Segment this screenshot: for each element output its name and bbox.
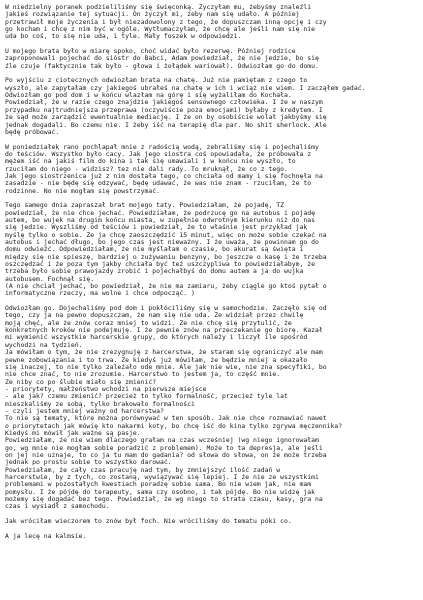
text-line: oszczędzać i że poza tym jakby chciała być też uszczypliwa to powiedziałabym, że [5,261,316,269]
text-line: jednak dogadali. Bo czemu nie. I żeby iść na terapię dla par. No shit sherlock. Ale [5,121,327,129]
text-line: (A nie chciał jechać, bo powiedział, że nie ma zamiaru, żeby ciągle go ktoś pytał o [5,283,327,291]
text-line: nie chce znać, to nie zrozumie. Harcerstwo to jestem ja, to część mnie. [5,371,281,379]
paragraph [5,144,420,195]
text-line: - ale jak? czemu zmienić? przecież to tylko formalność, przecież tyle lat [5,393,288,401]
text-line: między się nie spieszę, bardziej o zużywaniu benzyny, bo jeszcze o kasę i że trzeba [5,253,327,261]
text-line: możemy się dogadać bez tego. Powiedział, że wg niego to strata czasu, kasy, gra na [5,496,323,504]
text-line: on jej nie uznaje, to co ja tu mam do gadania? od słowa do słowa, on że może trzeba [5,451,327,459]
text-line: mężem iść na jakiś film do kina i tak się umawiali i w końcu nie wyszło, to [5,158,296,166]
text-line: U mojego brata było w miarę spoko, choć widać było rezerwę. Później rodzice [5,48,296,56]
text-line: myślę tylko o sobie. Że ja chcę zaoszczędzić 15 minut, więc on może sobie czekać na [5,231,327,239]
text-line: mi wymienić wszystkie harcerskie grupy, do których należy i liczył ile spośród [5,334,308,342]
text-line: przetrawił moje życzenia i był niezadowolony z tego, że dopuszczam inną opcję i czy [5,18,327,26]
text-line: autobusem. Fochnął się. [5,275,95,283]
text-line: Kiedyś mi mówił jak ważne są pasje. [5,429,141,437]
text-line: Odwiozłam go pod dom i w końcu wlazłam na górę i się wyżaliłam do Kochała. [5,92,292,100]
text-line: że sąd może zarządzić ewentualnie mediację. I że on by osobiście wolał jakbyśmy się [5,114,327,122]
text-line: uda bo coś, to się nie uda, i tyle. Mały foszek w odpowiedzi. [5,33,242,41]
paragraph [5,305,420,511]
text-line: o priorytetach jak mówię kto nakarmi koty, bo chcę iść do kina tylko zgrywa męczennika? [5,422,343,430]
text-line: jednak po prostu sobie to wszystko darować. [5,459,172,467]
text-line: go kocham i chcę z nim być w ogóle. Wytłumaczyłam, że chcę ale jeśli nam się nie [5,26,316,34]
text-line: W poniedziałek rano pochlapał mnie z radością wodą, zebraliśmy się i pojechaliśmy [5,143,319,151]
text-line: przypadku najtrudniejsza przeprawa (oczywiście poza emocjami) byłaby z kredytem. I [5,106,323,114]
text-line: harcerstwie, by z tych, co zostaną, wywiązywać się lepiej. I że nie ze wszystkimi [5,474,319,481]
text-line: rodzinne. No nie mogłam się powstrzymać. [5,187,161,195]
text-line: pewne zobowiązania i to trwa. Że kiedyś już mówiłam, że będzie mniej a okazało [5,356,308,364]
text-line: wyszło, ale zapytałam czy jakiegoś ubrałeś na chatę w ich i wciąż nie wiem. I zacząłem gadać. [5,84,366,92]
text-line: się inaczej, to nie tylko zależało ode mnie. Ale jak nie wie, nie zna specyfiki, bo [5,363,327,371]
text-line: problemami w pozostałych kwestiach poradzę sobie sama. Bo nie wiem jak, nie mam [5,481,312,489]
text-line: Odwiozłam go. Dojechaliśmy pod dom i pokłóciliśmy się w samochodzie. Zaczęło się od [5,305,327,313]
text-line: tego, czy ja na pewno dopuszczam, że nam się nie uda. Że widział przez chwilę [5,312,304,320]
text-line: rzuciłam do niego - widzisz? tez nie dali rady. To mruknął, że co z tego. [5,165,288,173]
text-line: A ja lecę na kalmsie. [5,532,87,540]
text-line: czas i wysiadł z samochodu. [5,503,110,511]
paragraph [5,4,420,41]
paragraph [5,533,420,540]
text-line: jakieś rozwiązanie tej sytuacji. On życzył mi, żeby nam się udało. A później [5,11,300,19]
text-line: zasadzie - nie będę się odzywać, będę udawać, że was nie znam - rzuciłam, że to [5,180,312,188]
text-line: W niedzielny poranek podzieliliśmy się święconką. Życzyłam mu, żebyśmy znaleźli [5,4,312,11]
text-line: Jak jego siostrzenica już z nim dostała tego, co chciała od mamy i się fochnęła na [5,172,323,180]
text-line: się jedzie. Wyszliśmy od teściów i powiedział, że to właśnie jest przykład jak [5,224,308,232]
text-line: będę próbować. [5,128,60,136]
text-line: domu odwieźć. Odpowiedziałam, że nie myślałam o czasie, bo akurat są święta i [5,246,304,254]
text-line: powiedział, że nie chce jechać. Powiedziałam, że podrzucę go na autobus i pojadę [5,209,316,217]
paragraph [5,77,420,136]
text-line: mieszkaliśmy ze sobą, tylko brakowało formalności [5,400,195,408]
text-line: zaproponowali pojechać do sióstr do Babci, Adam powiedział, że nie jedzie, bo się [5,55,319,63]
text-line: Tego samego dnia zapraszał brat mojego taty. Powiedziałam, że pojadę, TŻ [5,202,285,210]
text-line: Powiedziałam, że nie wiem dlaczego grałam na czas wcześniej (wg niego ignorowałam [5,437,319,445]
text-line: Po wyjściu z ciotecznych odwiozłam brata na chatę. Już nie pamiętam z czego to [5,77,308,85]
text-line: autobus i jechać długo, bo jego czas jest nieważny. I że uważa, że powinnam go do [5,239,319,246]
text-line: Ja mówiłam o tym, że nie zrezygnuję z harcerstwa, że staram się ograniczyć ale mam [5,349,323,357]
text-line: źle czuje (faktycznie tak było - głowa i żołądek wariował). Odwiozłam go do domu. [5,62,319,70]
text-line: - priorytety, małżeństwo wchodzi na pierwsze miejsce [5,385,207,393]
text-line: Jak wróciłam wieczorem to znów był foch. Nie wróciliśmy do tematu póki co. [5,518,292,526]
text-line: trzeba było sobie prawojazdy zrobić i pojechałbyś do domu autem a ja do wujka [5,268,304,276]
paragraph [5,48,420,70]
text-line: moją chęć, ale że znów coraz mniej to widzi. Że nie chcę się przytulić, że [5,319,292,327]
text-line: pomysłu. I że pójdę do terapeuty, sama czy osobno, i tak pójdę. Bo nie widzę jak [5,488,316,496]
text-line: konkretnych kroków nie podejmuję. I że pewnie znów na przeczekanie go biorę. Kazał [5,327,323,335]
text-line: wychodzi na tydzień. [5,341,83,349]
text-line: Powiedział, że w razie czego znajdzie jakiegoś sensownego człowieka. I że w naszym [5,99,323,107]
text-line: do teściów. Wszystko było cacy. Jak jego siostra coś opowiadała, że próbowała z [5,150,312,158]
paragraph [5,202,420,297]
text-line: informatyczne rzeczy, ma wolne i chce odpocząć. ) [5,290,195,298]
text-line: To nie są tematy, które można porównywać w ten sposób. Jak nie chce rozmawiać nawet [5,415,327,423]
text-line: - czyli jestem mniej ważny od harcerstwa? [5,407,164,415]
text-line: Że niby co po ślubie miało się zmienić? [5,378,157,386]
text-line: autem, bo wujek na drugim końcu miasta, w zupełnie odwrotnym kierunku niż do nas [5,216,316,224]
text-line: Powiedziałam, że cały czas pracuję nad tym, by zmniejszyć ilość zadań w [5,466,281,474]
text-line: go, wg mnie nie mogłam sobie poradzić z problemem). Może to ta depresja, ale jeśli [5,444,323,452]
paragraph [5,518,420,525]
